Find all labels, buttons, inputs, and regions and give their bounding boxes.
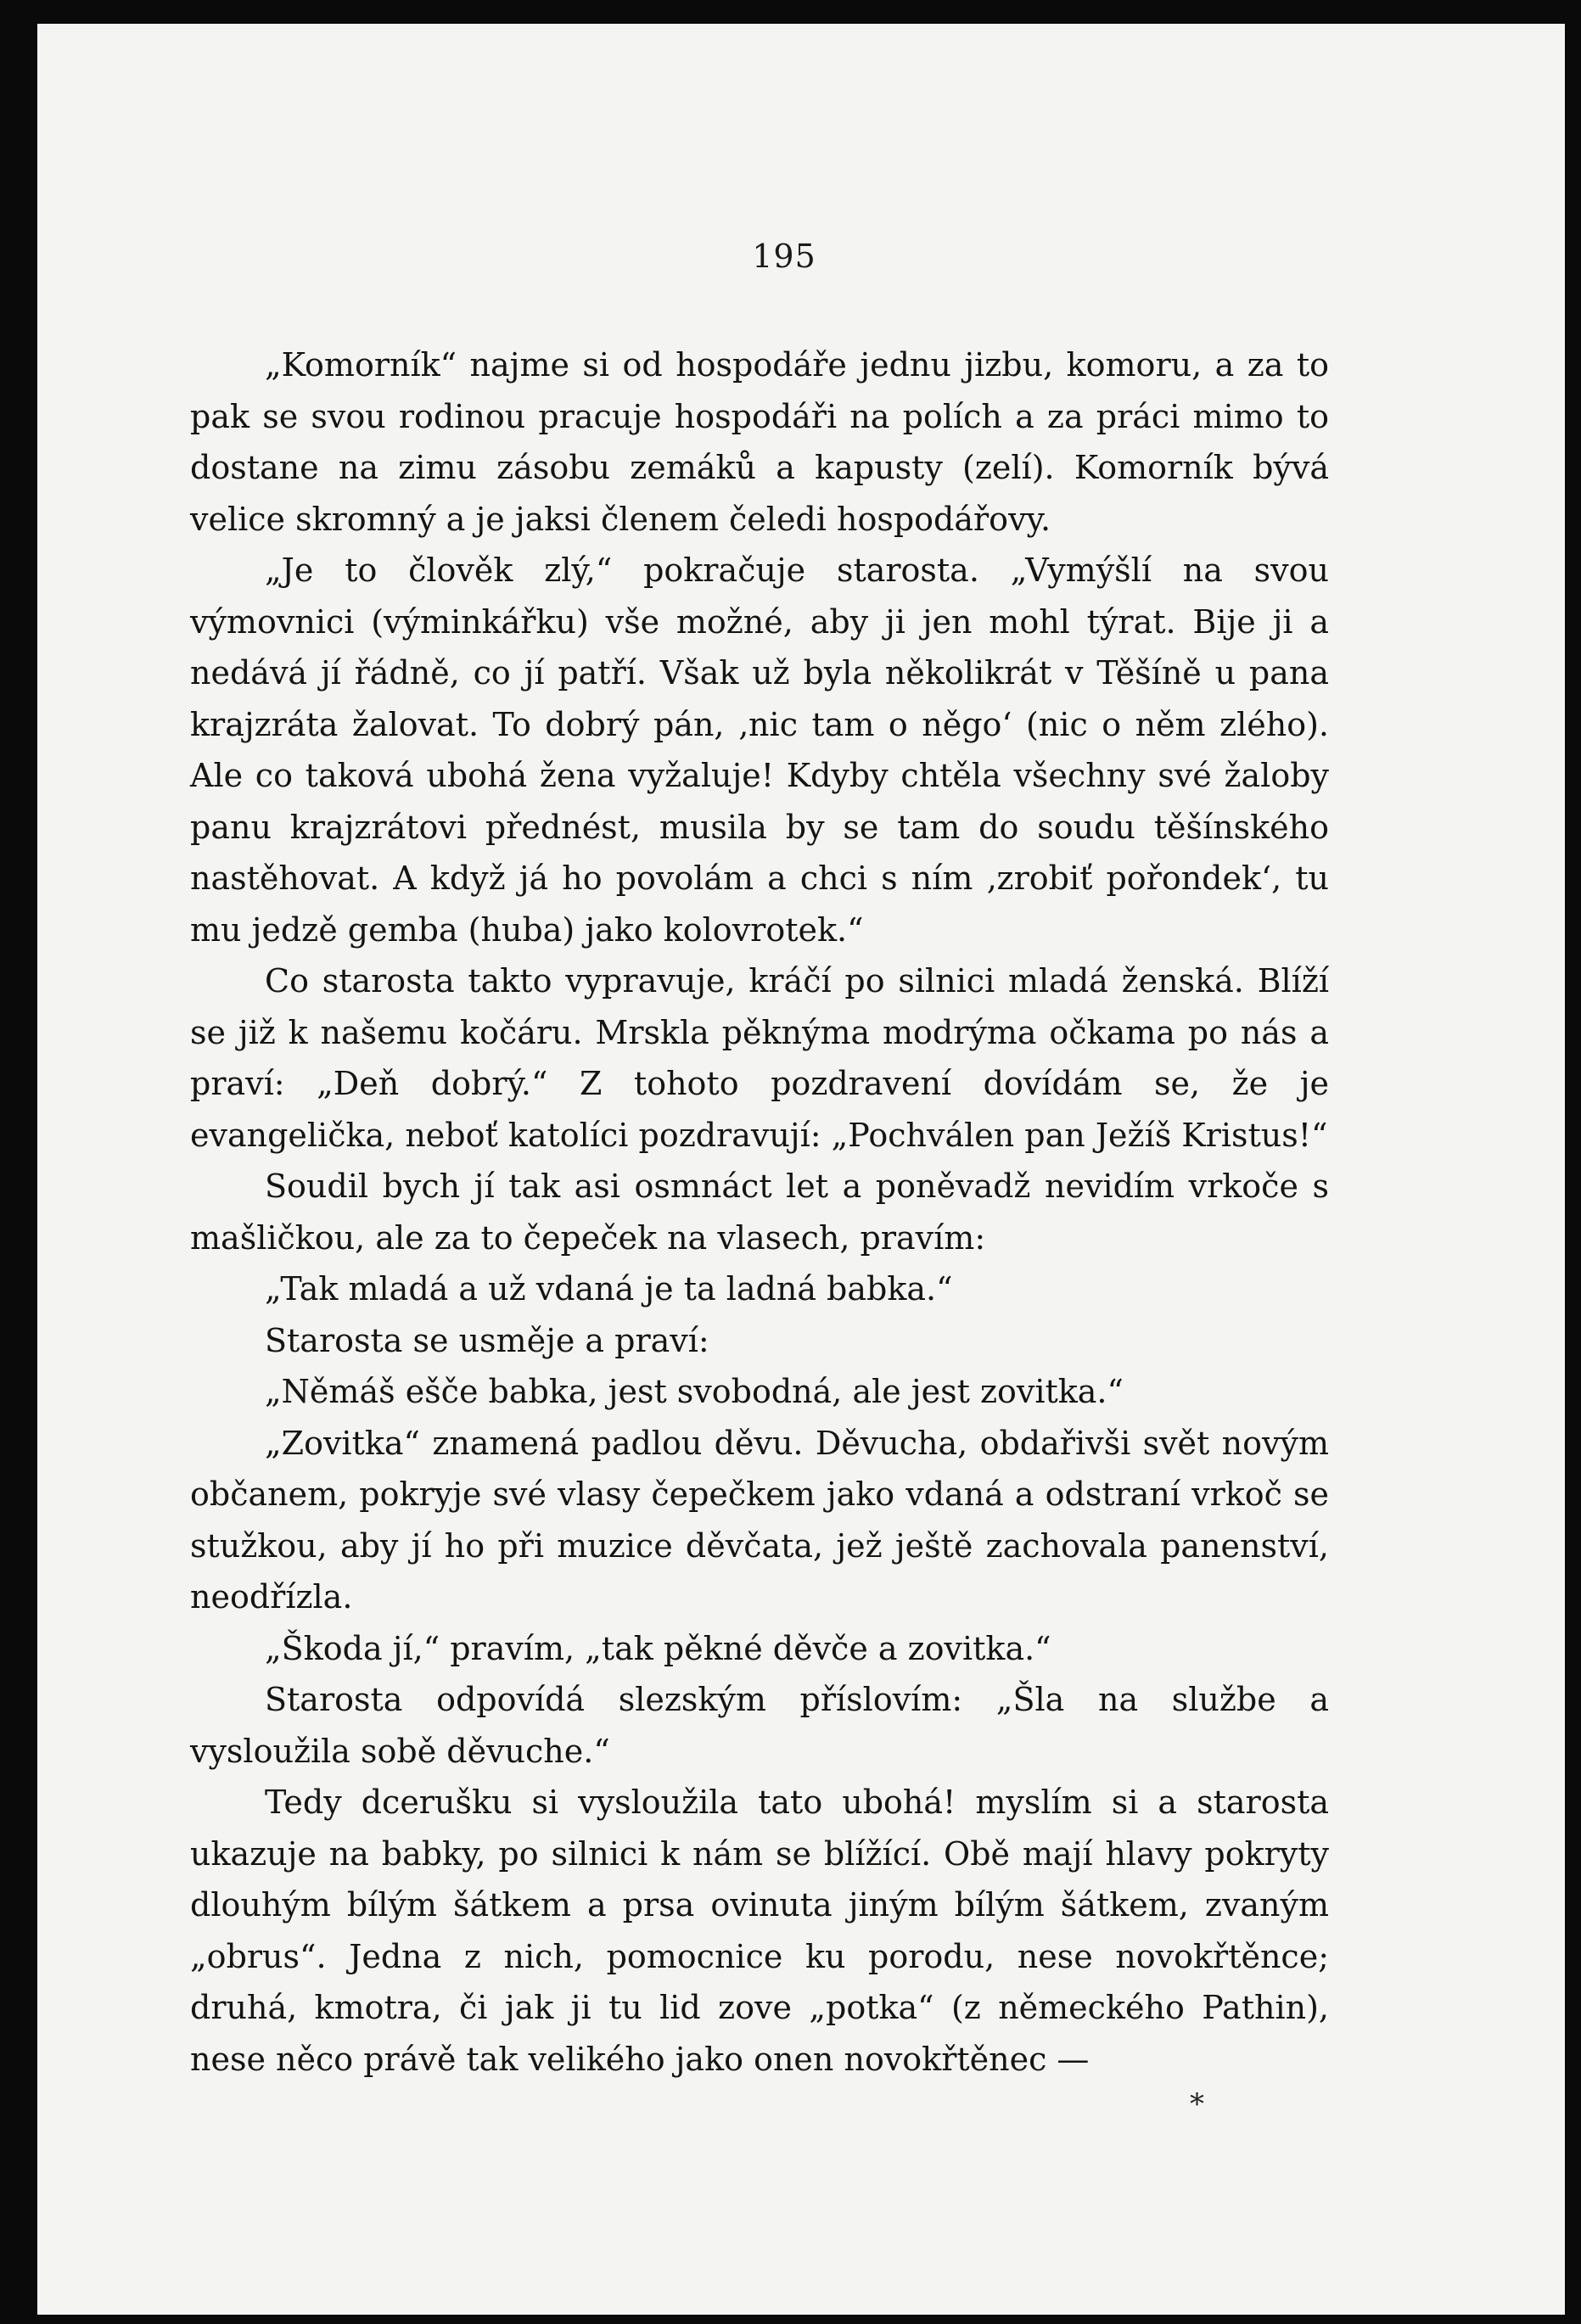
paragraph: „Němáš ešče babka, jest svobodná, ale jest zovitka.“ xyxy=(265,1373,1124,1410)
paragraph: Tedy dcerušku si vysloužila tato ubohá! myslím si a starosta ukazuje na babky, po silnici k nám se blížící. Obě mají hlavy pokryty dlouhým bílým šátkem a prsa ovinuta jiným bílým šátkem, zvaným „obrus“. Jedna z nich, pomocnice ku porodu, nese novokřtěnce; druhá, kmotra, či jak ji tu lid zove „potka“ (z německého Pathin), nese něco právě tak velikého jako onen novokřtěnec — xyxy=(190,1784,1329,2078)
footer-mark: * xyxy=(1190,2087,1204,2121)
paragraph: Starosta odpovídá slezským příslovím: „Šla na službe a vysloužila sobě děvuche.“ xyxy=(190,1681,1329,1770)
paragraph: Co starosta takto vypravuje, kráčí po silnici mladá ženská. Blíží se již k našemu kočáru. Mrskla pěknýma modrýma očkama po nás a praví: „Deň dobrý.“ Z tohoto pozdravení dovídám se, že je evangelička, neboť katolíci pozdravují: „Pochválen pan Ježíš Kristus!“ xyxy=(190,962,1329,1154)
paragraph: „Škoda jí,“ pravím, „tak pěkné děvče a zovitka.“ xyxy=(265,1629,1051,1667)
paragraph: „Tak mladá a už vdaná je ta ladná babka.“ xyxy=(265,1270,953,1308)
paragraph: „Je to člověk zlý,“ pokračuje starosta. „Vymýšlí na svou výmovnici (výminkářku) vše možné, aby ji jen mohl týrat. Bije ji a nedává jí řádně, co jí patří. Však už byla několikrát v Těšíně u pana krajzráta žalovat. To dobrý pán, ‚nic tam o něgo‘ (nic o něm zlého). Ale co taková ubohá žena vyžaluje! Kdyby chtěla všechny své žaloby panu krajzrátovi přednést, musila by se tam do soudu těšínského nastěhovat. A když já ho povolám a chci s ním ‚zrobiť pořondek‘, tu mu jedzě gemba (huba) jako kolovrotek.“ xyxy=(190,552,1329,949)
page-number: 195 xyxy=(752,238,816,275)
paragraph: „Zovitka“ znamená padlou děvu. Děvucha, obdařivši svět novým občanem, pokryje své vlasy čepečkem jako vdaná a odstraní vrkoč se stužkou, aby jí ho při muzice děvčata, jež ještě zachovala panenství, neodřízla. xyxy=(190,1424,1329,1616)
paragraph: Soudil bych jí tak asi osmnáct let a poněvadž nevidím vrkoče s mašličkou, ale za to čepeček na vlasech, pravím: xyxy=(190,1168,1329,1257)
paragraph: Starosta se usměje a praví: xyxy=(265,1321,709,1359)
paragraph: „Komorník“ najme si od hospodáře jednu jizbu, komoru, a za to pak se svou rodinou pracuje hospodáři na polích a za práci mimo to dostane na zimu zásobu zemáků a kapusty (zelí). Komorník bývá velice skromný a je jaksi členem čeledi hospodářovy. xyxy=(190,346,1329,538)
book-page xyxy=(37,24,1565,2315)
body-text xyxy=(190,339,1329,2085)
